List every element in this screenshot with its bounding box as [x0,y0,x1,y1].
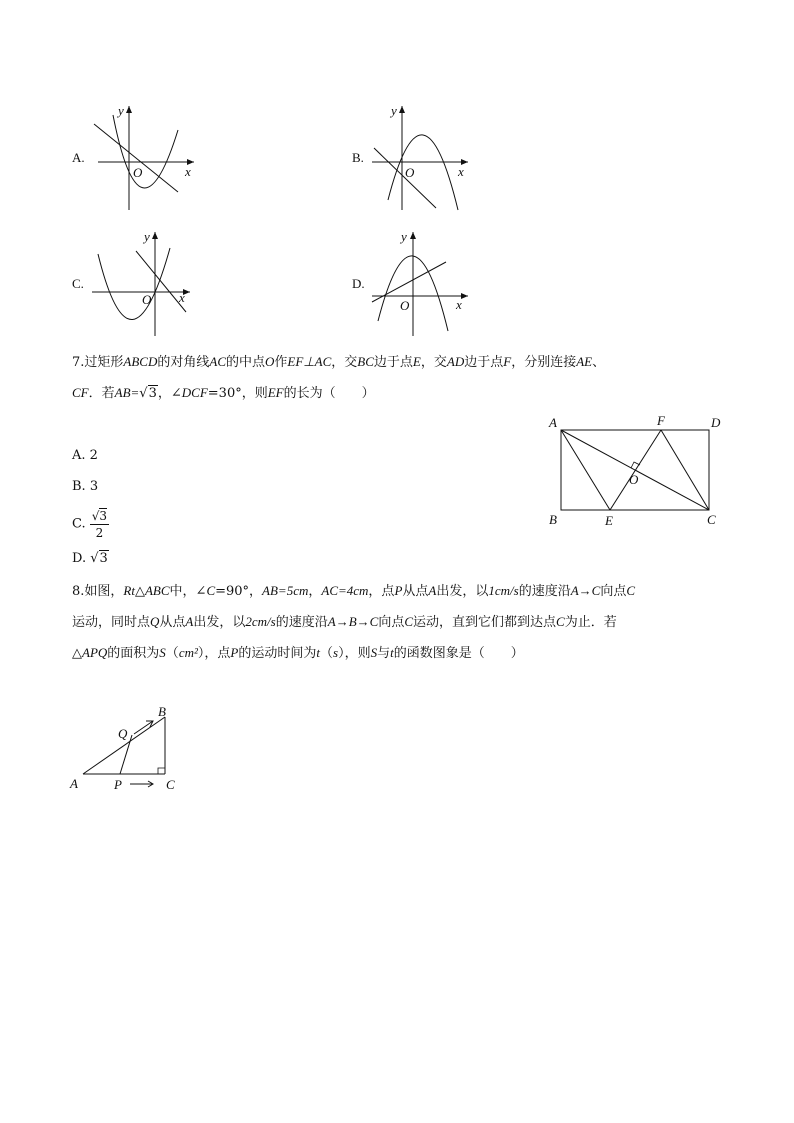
option-a-x-label: x [185,164,191,179]
option-a-origin: O [133,165,143,180]
q7-option-a[interactable]: A. 2 [72,448,98,463]
q7-rectangle-figure [540,408,730,533]
option-b-graph [368,100,483,215]
option-d-x-label: x [456,297,462,312]
q8-label-b: B [158,704,166,719]
q7-label-f: F [657,413,665,428]
option-d-letter: D. [352,276,365,291]
option-d-origin: O [400,298,410,313]
option-a-graph [88,100,203,215]
option-c-x-label: x [179,290,185,305]
option-b-origin: O [405,165,415,180]
option-a-y-label: y [118,103,124,118]
q8-label-q: Q [118,726,128,741]
q7-label-o: O [629,472,639,487]
q8-label-a: A [70,776,78,791]
option-b-letter: B. [352,150,364,165]
option-c-origin: O [142,292,152,307]
option-a-letter: A. [72,150,85,165]
q7-label-b: B [549,512,557,527]
q8-line-3: △APQ的面积为S（cm²），点P的运动时间为t（s），则S与t的函数图象是（ ） [72,645,524,661]
q8-line-2: 运动，同时点Q从点A出发，以2cm/s的速度沿A→B→C向点C运动，直到它们都到达点C为止．若 [72,614,617,630]
option-c-y-label: y [144,229,150,244]
q7-label-d: D [711,415,721,430]
q7-option-b[interactable]: B. 3 [72,479,99,494]
option-c-letter: C. [72,276,84,291]
option-b-x-label: x [458,164,464,179]
q7-option-c[interactable]: C. $\frac{√3}{2}$ [72,509,108,540]
q7-line-2: CF．若AB=√3，∠DCF=30°，则EF的长为（ ） [72,385,375,401]
q8-label-c: C [166,777,175,792]
q7-label-a: A [549,415,557,430]
q8-line-1: 8.如图，Rt△ABC中，∠C=90°，AB=5cm，AC=4cm，点P从点A出发，以1cm/s的速度沿A→C向点C [72,583,636,599]
option-d-y-label: y [401,229,407,244]
option-d-graph [368,226,483,341]
q7-label-c: C [707,512,716,527]
q8-triangle-figure [66,702,191,797]
q8-label-p: P [114,777,122,792]
q7-option-d[interactable]: D. √3 [72,551,108,566]
option-b-y-label: y [391,103,397,118]
q7-line-1: 7.过矩形ABCD的对角线AC的中点O作EF⊥AC，交BC边于点E，交AD边于点F，分别连接AE、 [72,354,606,370]
q7-label-e: E [605,513,613,528]
option-c-graph [88,226,203,341]
